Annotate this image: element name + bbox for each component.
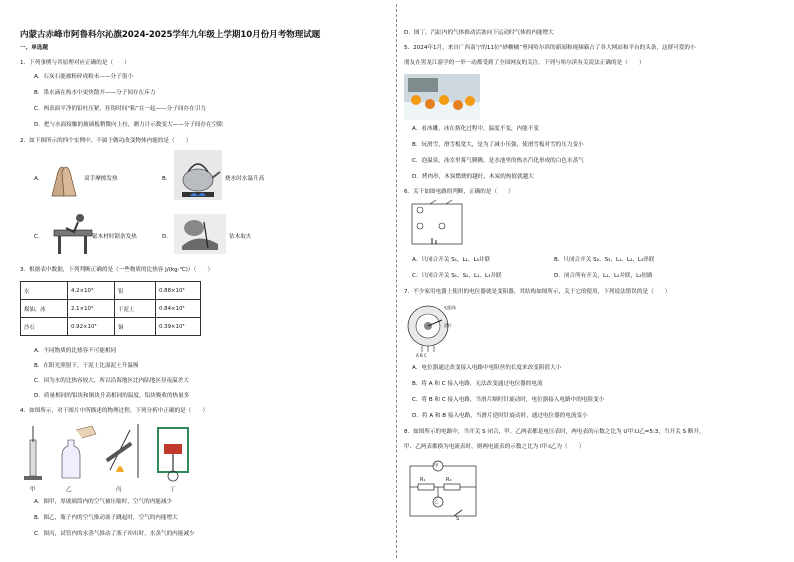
meter-yi-label: 乙 (434, 500, 439, 505)
q5-option-b: B．玩滑雪，滑雪板宽大，是为了减小压强，使滑雪板对雪的压力变小 (412, 142, 584, 148)
q2-caption-a: 双手摩擦发热 (84, 176, 118, 182)
q5-option-a: A．看冰雕，冰在熔化过程中，温度不变，内能不变 (412, 126, 539, 132)
q7-option-c: C．将 B 和 C 接入电路，当滑片顺时针旋动时，电位器接入电路中的电阻变小 (412, 397, 605, 403)
table-row: 沙石 0.92×10³ 铜 0.39×10³ (21, 318, 201, 336)
q6-option-a: A．只闭合开关 S₁，L₁、L₃并联 (412, 257, 491, 263)
q6-option-d: D．闭合所有开关，L₁、L₂并联，L₃短路 (554, 273, 653, 279)
q6-option-c: C．只闭合开关 S₁、S₂，L₁、L₃并联 (412, 273, 502, 279)
resistor-r2-label: R₂ (446, 477, 452, 483)
q3-stem: 3．根据表中数据，下列判断正确的是（一些物质的比热容 J/(kg·℃)）（ ） (20, 267, 214, 273)
q1-option-c: C．两表面平净的铅柱压紧，挂钩时间“粘”在一起——分子间存在引力 (34, 106, 206, 112)
q6-circuit-diagram (406, 200, 468, 250)
q1-option-b: B．墨水滴在热水中更快散开——分子间存在斥力 (34, 90, 156, 96)
specific-heat-table (20, 281, 201, 336)
table-row: 煤油、冰 2.1×10³ 干泥土 0.84×10³ (21, 300, 201, 318)
q7-option-a: A．电位器通过改变接入电路中电阻丝的长度来改变阻值大小 (412, 365, 562, 371)
resistor-r1-label: R₁ (420, 477, 426, 483)
q1-option-a: A．石灰石能被粉碎成粉末——分子很小 (34, 74, 133, 80)
q3-option-b: B．在阳光照射下，干泥土比湿泥土升温慢 (34, 363, 139, 369)
q2-caption-c: 锯木材时锯条发热 (92, 234, 137, 240)
q2-option-d: D． (162, 234, 172, 240)
q2-stem: 2．如下图所示的四个实例中，不属于做功改变物体内能的是（ ） (20, 138, 192, 144)
q2-option-c: C． (34, 234, 44, 240)
q2-caption-d: 钻木取火 (229, 234, 252, 240)
column-divider (396, 4, 397, 558)
sawing-wood-image (50, 212, 96, 256)
q2-option-b: B． (162, 176, 172, 182)
q3-option-d: D．质量相同的铝块和铜块升高相同的温度，铝块吸收的热量多 (34, 393, 190, 399)
q7-stem: 7．不少家用电器上使用的电位器就是变阻器，其结构如图所示，关于它的使用，下列说法错误的是（ ） (404, 289, 671, 295)
q2-option-a: A． (34, 176, 44, 182)
switch-s-label: S (456, 516, 460, 522)
potentiometer-terminals: A B C (416, 353, 427, 358)
potentiometer-label-wire: 电阻丝 (444, 305, 456, 310)
q7-option-d: D．将 A 和 B 接入电路，当滑片逆时针旋动时，通过电位器的电流变小 (412, 413, 588, 419)
q5-option-d: D．烤肉串，木炭燃烧的越旺，木炭的热值就越大 (412, 174, 534, 180)
meter-jia-label: 甲 (434, 464, 439, 469)
rubbing-hands-image (46, 158, 82, 198)
q8-stem-2: 甲、乙两表都换为电流表时，则两电流表的示数之比为 I甲:I乙为（ ） (404, 444, 585, 450)
q8-stem: 8．如图所示的电路中，当开关 S 闭合，甲、乙两表都是电压表时，两电表的示数之比为 U甲:U乙=5:3，当开关 S 断开， (404, 429, 705, 435)
q5-option-c: C．泡温泉，泳室里雾气腾腾，是水池里的热水汽化形成的白色水蒸气 (412, 158, 584, 164)
q4-label-ding: 丁 (170, 487, 176, 493)
q4-figures (20, 420, 200, 484)
q7-option-b: B．将 A 和 C 接入电路，无法改变通过电位器的电流 (412, 381, 543, 387)
q4-stem: 4．如图所示，对于图片中所描述的物理过程，下列分析中正确的是（ ） (20, 408, 209, 414)
q4-option-a: A．图甲，厚玻璃筒内的空气被压缩时，空气的内能减少 (34, 499, 173, 505)
q4-option-c: C．图丙，试管内的水蒸气推动了塞子冲出时，水蒸气的内能减少 (34, 531, 195, 537)
drilling-fire-image (174, 214, 226, 254)
q4-label-jia: 甲 (30, 487, 36, 493)
q3-option-c: C．因为水的比热容较大，所以沿海地区比内陆地区昼夜温差大 (34, 378, 189, 384)
q5-stem: 5．2024年1月，来自广西南宁的11位“砂糖橘”勇闯哈尔滨的新闻和视频霸占了各大网站和平台的头条，这群可爱的小 (404, 45, 696, 51)
q4-option-d: D．图丁，汽缸内的气体推动活塞向下运动时气体的内能增大 (404, 30, 554, 36)
potentiometer-label-slider: 滑片 (444, 323, 452, 328)
q1-stem: 1．下列事例与其原理对应正确的是（ ） (20, 60, 130, 66)
kettle-image (174, 150, 222, 200)
q3-option-a: A．不同物质的比热容不可能相同 (34, 348, 117, 354)
table-row: 水 4.2×10³ 铝 0.88×10³ (21, 282, 201, 300)
q2-caption-b: 烧水时水温升高 (225, 176, 265, 182)
q4-label-yi: 乙 (66, 487, 72, 493)
q6-option-b: B．只闭合开关 S₂、S₃，L₁、L₂、L₃串联 (554, 257, 655, 263)
q5-stem-2: 朋友在黑龙江游学的一举一动都受到了全国网友的关注。下列与哈尔滨有关说法正确的是（ ） (404, 60, 645, 66)
page-title: 内蒙古赤峰市阿鲁科尔沁旗2024-2025学年九年级上学期10月份月考物理试题 (20, 30, 321, 40)
children-snow-photo (404, 74, 480, 120)
q6-stem: 6．关于如图电路的判断，正确的是（ ） (404, 189, 514, 195)
q4-label-bing: 丙 (116, 487, 122, 493)
potentiometer-diagram (404, 298, 466, 356)
q4-option-b: B．图乙，瓶子内的空气推动塞子跳起时，空气的内能增大 (34, 515, 178, 521)
q8-circuit-diagram (404, 458, 484, 528)
section-heading: 一、单选题 (20, 45, 48, 51)
q1-option-d: D．把与水面接触的玻璃板稍微向上拉，测力计示数变大——分子间存在空隙 (34, 122, 223, 128)
